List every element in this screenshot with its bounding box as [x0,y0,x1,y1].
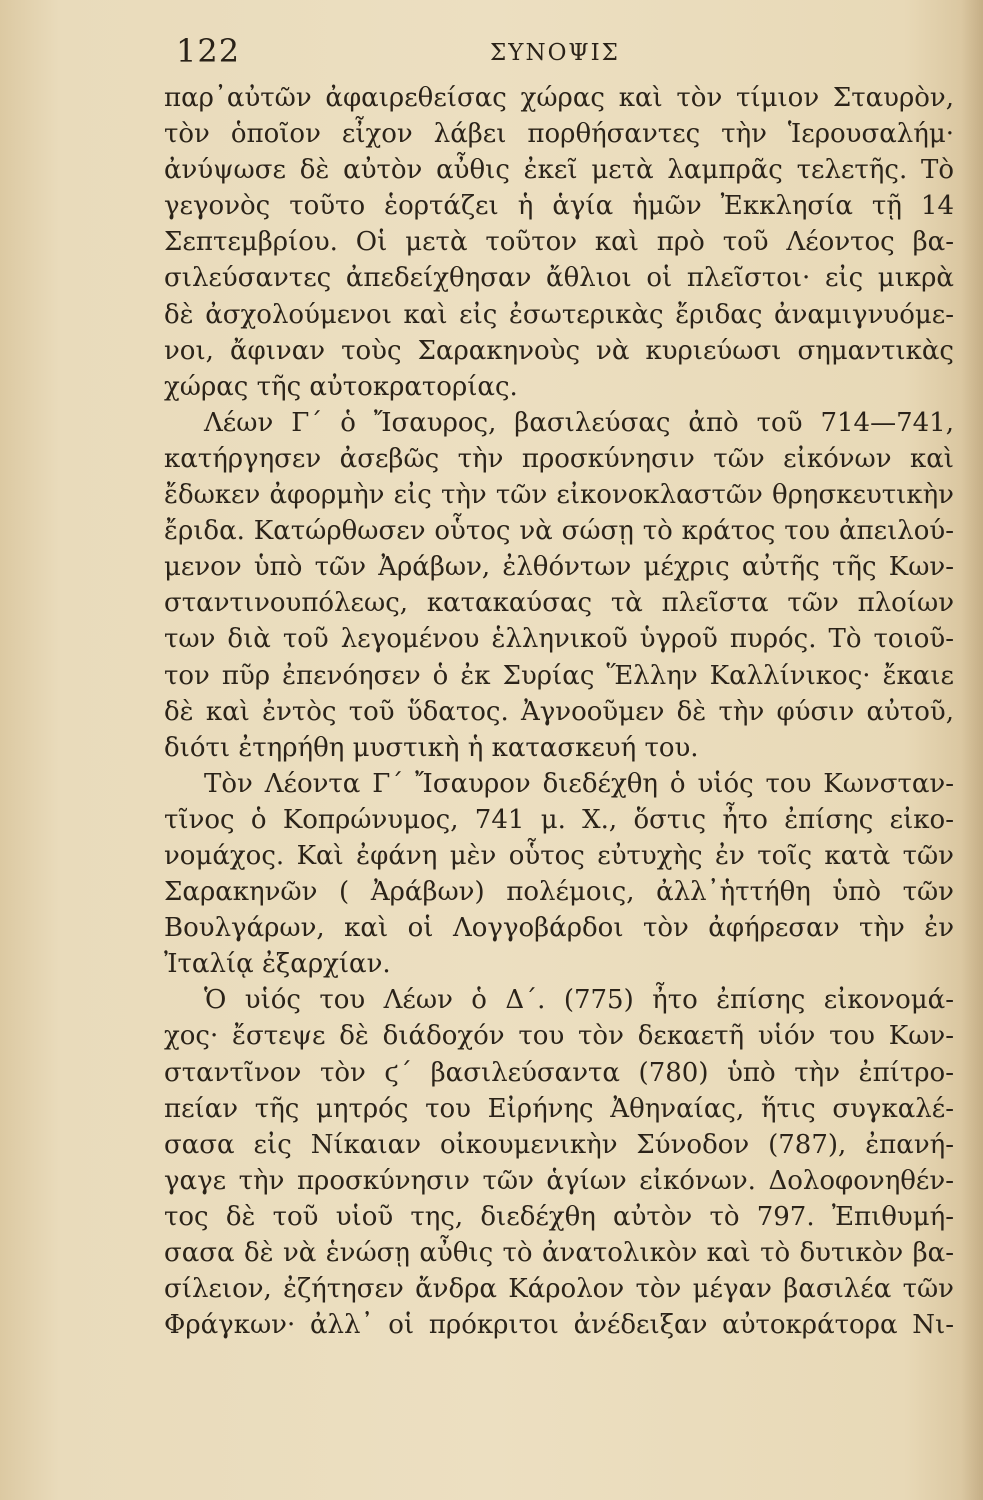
text-line: Ἰταλίᾳ ἐξαρχίαν. [164,949,391,980]
text-body [164,80,954,1343]
page-header [0,30,983,80]
text-line: νομάχος. Καὶ ἐφάνη μὲν οὗτος εὐτυχὴς ἐν τοῖς κατὰ τῶν [164,840,954,871]
text-line: τον πῦρ ἐπενόησεν ὁ ἐκ Συρίας Ἕλλην Καλλίνικος· ἔκαιε [164,660,954,691]
text-line: πείαν τῆς μητρός του Εἰρήνης Ἀθηναίας, ἥτις συγκαλέ- [164,1093,954,1124]
text-line: Φράγκων· ἀλλ᾽ οἱ πρόκριτοι ἀνέδειξαν αὐτοκράτορα Νι- [164,1310,954,1341]
text-line: ἀνύψωσε δὲ αὐτὸν αὖθις ἐκεῖ μετὰ λαμπρᾶς τελετῆς. Τὸ [164,155,954,186]
text-line: δὲ καὶ ἐντὸς τοῦ ὕδατος. Ἀγνοοῦμεν δὲ τὴν φύσιν αὐτοῦ, [164,696,954,727]
text-line: διότι ἐτηρήθη μυστικὴ ἡ κατασκευή του. [164,732,699,763]
text-line: σασα δὲ νὰ ἑνώσῃ αὖθις τὸ ἀνατολικὸν καὶ τὸ δυτικὸν βα- [164,1238,954,1268]
text-line: Ὁ υἱός του Λέων ὁ Δ´. (775) ἦτο ἐπίσης εἰκονομά- [204,985,954,1016]
text-line: τῖνος ὁ Κοπρώνυμος, 741 μ. Χ., ὅστις ἦτο ἐπίσης εἰκο- [164,804,954,835]
text-line: νοι, ἄφιναν τοὺς Σαρακηνοὺς νὰ κυριεύωσι σημαντικὰς [164,335,954,366]
text-line: σταντῖνον τὸν ϛ´ βασιλεύσαντα (780) ὑπὸ τὴν ἐπίτρο- [164,1057,954,1088]
text-line: των διὰ τοῦ λεγομένου ἑλληνικοῦ ὑγροῦ πυρός. Τὸ τοιοῦ- [164,624,954,655]
text-line: χώρας τῆς αὐτοκρατορίας. [164,371,518,402]
text-line: σιλεύσαντες ἀπεδείχθησαν ἄθλιοι οἱ πλεῖστοι· εἰς μικρὰ [164,263,954,294]
text-line: παρ᾽αὐτῶν ἀφαιρεθείσας χώρας καὶ τὸν τίμιον Σταυρὸν, [164,83,954,113]
text-line: Σαρακηνῶν ( Ἀράβων) πολέμοις, ἀλλ᾽ἡττήθη ὑπὸ τῶν [164,877,954,908]
text-line: Λέων Γ´ ὁ Ἴσαυρος, βασιλεύσας ἀπὸ τοῦ 714—741, [204,407,954,438]
text-line: γεγονὸς τοῦτο ἑορτάζει ἡ ἁγία ἡμῶν Ἐκκλησία τῇ 14 [164,191,954,222]
text-line: δὲ ἀσχολούμενοι καὶ εἰς ἐσωτερικὰς ἔριδας ἀναμιγνυόμε- [164,299,954,330]
text-line: σίλειον, ἐζήτησεν ἄνδρα Κάρολον τὸν μέγαν βασιλέα τῶν [164,1274,954,1305]
page-edge-shadow [961,0,983,1500]
text-line: ἔριδα. Κατώρθωσεν οὗτος νὰ σώσῃ τὸ κράτος του ἀπειλού- [164,516,954,547]
text-line: τὸν ὁποῖον εἶχον λάβει πορθήσαντες τὴν Ἱερουσαλήμ· [164,119,954,150]
page-number: 122 [176,32,241,70]
text-line: χος· ἔστεψε δὲ διάδοχόν του τὸν δεκαετῆ υἱόν του Κων- [164,1021,954,1052]
text-line: τος δὲ τοῦ υἱοῦ της, διεδέχθη αὐτὸν τὸ 797. Ἐπιθυμή- [164,1201,954,1232]
text-line: γαγε τὴν προσκύνησιν τῶν ἁγίων εἰκόνων. Δολοφονηθέν- [164,1165,954,1196]
text-line: σασα εἰς Νίκαιαν οἰκουμενικὴν Σύνοδον (787), ἐπανή- [164,1129,954,1160]
text-line: ἔδωκεν ἀφορμὴν εἰς τὴν τῶν εἰκονοκλαστῶν θρησκευτικὴν [164,480,954,511]
text-line: κατήργησεν ἀσεβῶς τὴν προσκύνησιν τῶν εἰκόνων καὶ [164,443,954,474]
text-line: Τὸν Λέοντα Γ´ Ἴσαυρον διεδέχθη ὁ υἱός του Κωνσταν- [204,768,954,799]
text-line: Σεπτεμβρίου. Οἱ μετὰ τοῦτον καὶ πρὸ τοῦ Λέοντος βα- [164,227,954,258]
text-line: μενον ὑπὸ τῶν Ἀράβων, ἐλθόντων μέχρις αὐτῆς τῆς Κων- [164,552,954,583]
running-head: ΣΥΝΟΨΙΣ [490,40,620,66]
text-line: σταντινουπόλεως, κατακαύσας τὰ πλεῖστα τῶν πλοίων [164,588,954,619]
text-line: Βουλγάρων, καὶ οἱ Λογγοβάρδοι τὸν ἀφήρεσαν τὴν ἐν [164,913,954,944]
